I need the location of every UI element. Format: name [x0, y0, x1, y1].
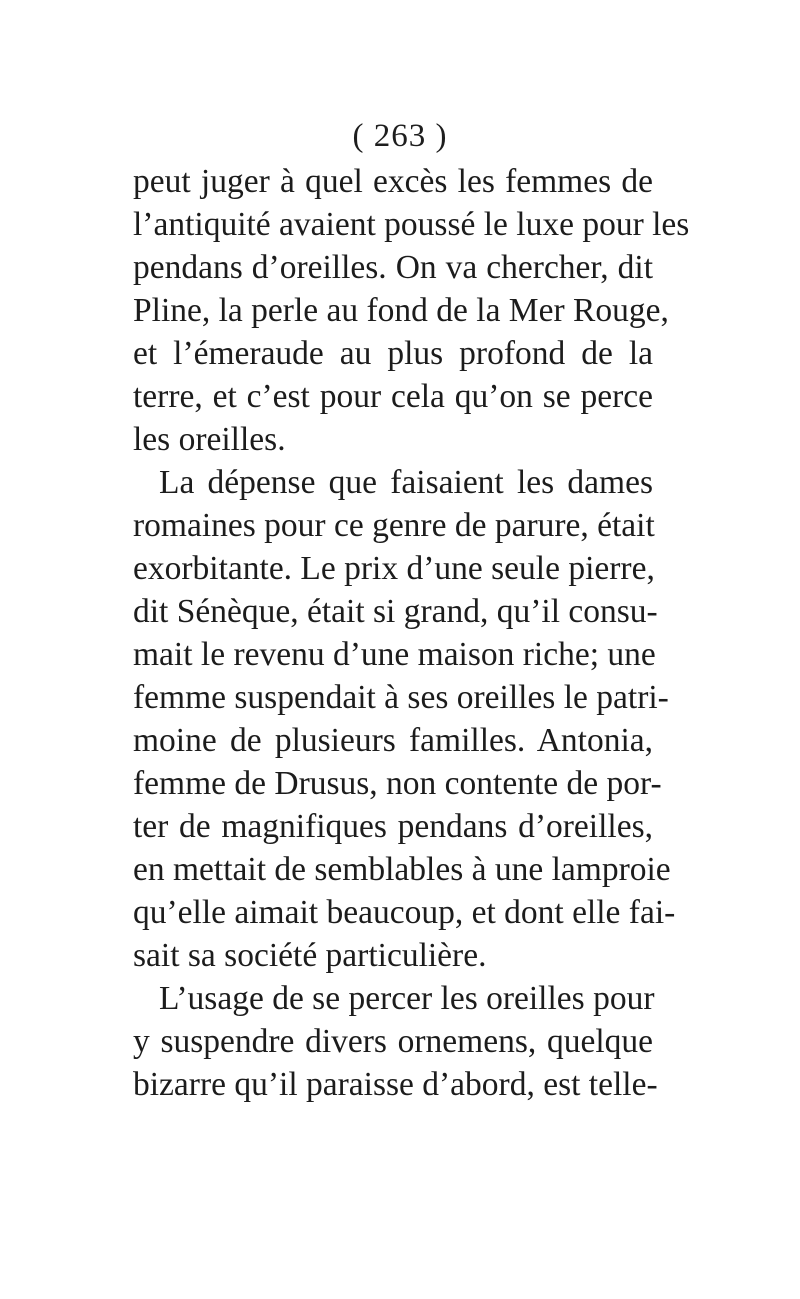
text-line: moine de plusieurs familles. Antonia,	[133, 722, 653, 759]
text-line: qu’elle aimait beaucoup, et dont elle fai-	[133, 894, 676, 931]
body-text	[133, 160, 690, 1106]
paragraph	[133, 160, 690, 461]
text-line: y suspendre divers ornemens, quelque	[133, 1023, 653, 1060]
page-number: ( 263 )	[352, 118, 448, 154]
text-line: en mettait de semblables à une lamproie	[133, 851, 671, 888]
paragraph	[133, 461, 676, 977]
text-line: L’usage de se percer les oreilles pour	[159, 980, 655, 1017]
text-line: sait sa société particulière.	[133, 937, 487, 974]
text-line: bizarre qu’il paraisse d’abord, est telle-	[133, 1066, 658, 1103]
text-line: femme de Drusus, non contente de por-	[133, 765, 662, 802]
text-line: l’antiquité avaient poussé le luxe pour les	[133, 206, 690, 243]
text-line: romaines pour ce genre de parure, était	[133, 507, 655, 544]
text-line: terre, et c’est pour cela qu’on se perce	[133, 378, 653, 415]
text-line: pendans d’oreilles. On va chercher, dit	[133, 249, 653, 286]
text-line: et l’émeraude au plus profond de la	[133, 335, 653, 372]
text-line: ter de magnifiques pendans d’oreilles,	[133, 808, 653, 845]
text-line: La dépense que faisaient les dames	[159, 464, 653, 501]
text-line: dit Sénèque, était si grand, qu’il consu-	[133, 593, 658, 630]
text-line: peut juger à quel excès les femmes de	[133, 163, 653, 200]
text-line: exorbitante. Le prix d’une seule pierre,	[133, 550, 655, 587]
text-line: les oreilles.	[133, 421, 286, 458]
text-line: mait le revenu d’une maison riche; une	[133, 636, 656, 673]
paragraph	[133, 977, 658, 1106]
text-line: femme suspendait à ses oreilles le patri-	[133, 679, 669, 716]
text-line: Pline, la perle au fond de la Mer Rouge,	[133, 292, 669, 329]
